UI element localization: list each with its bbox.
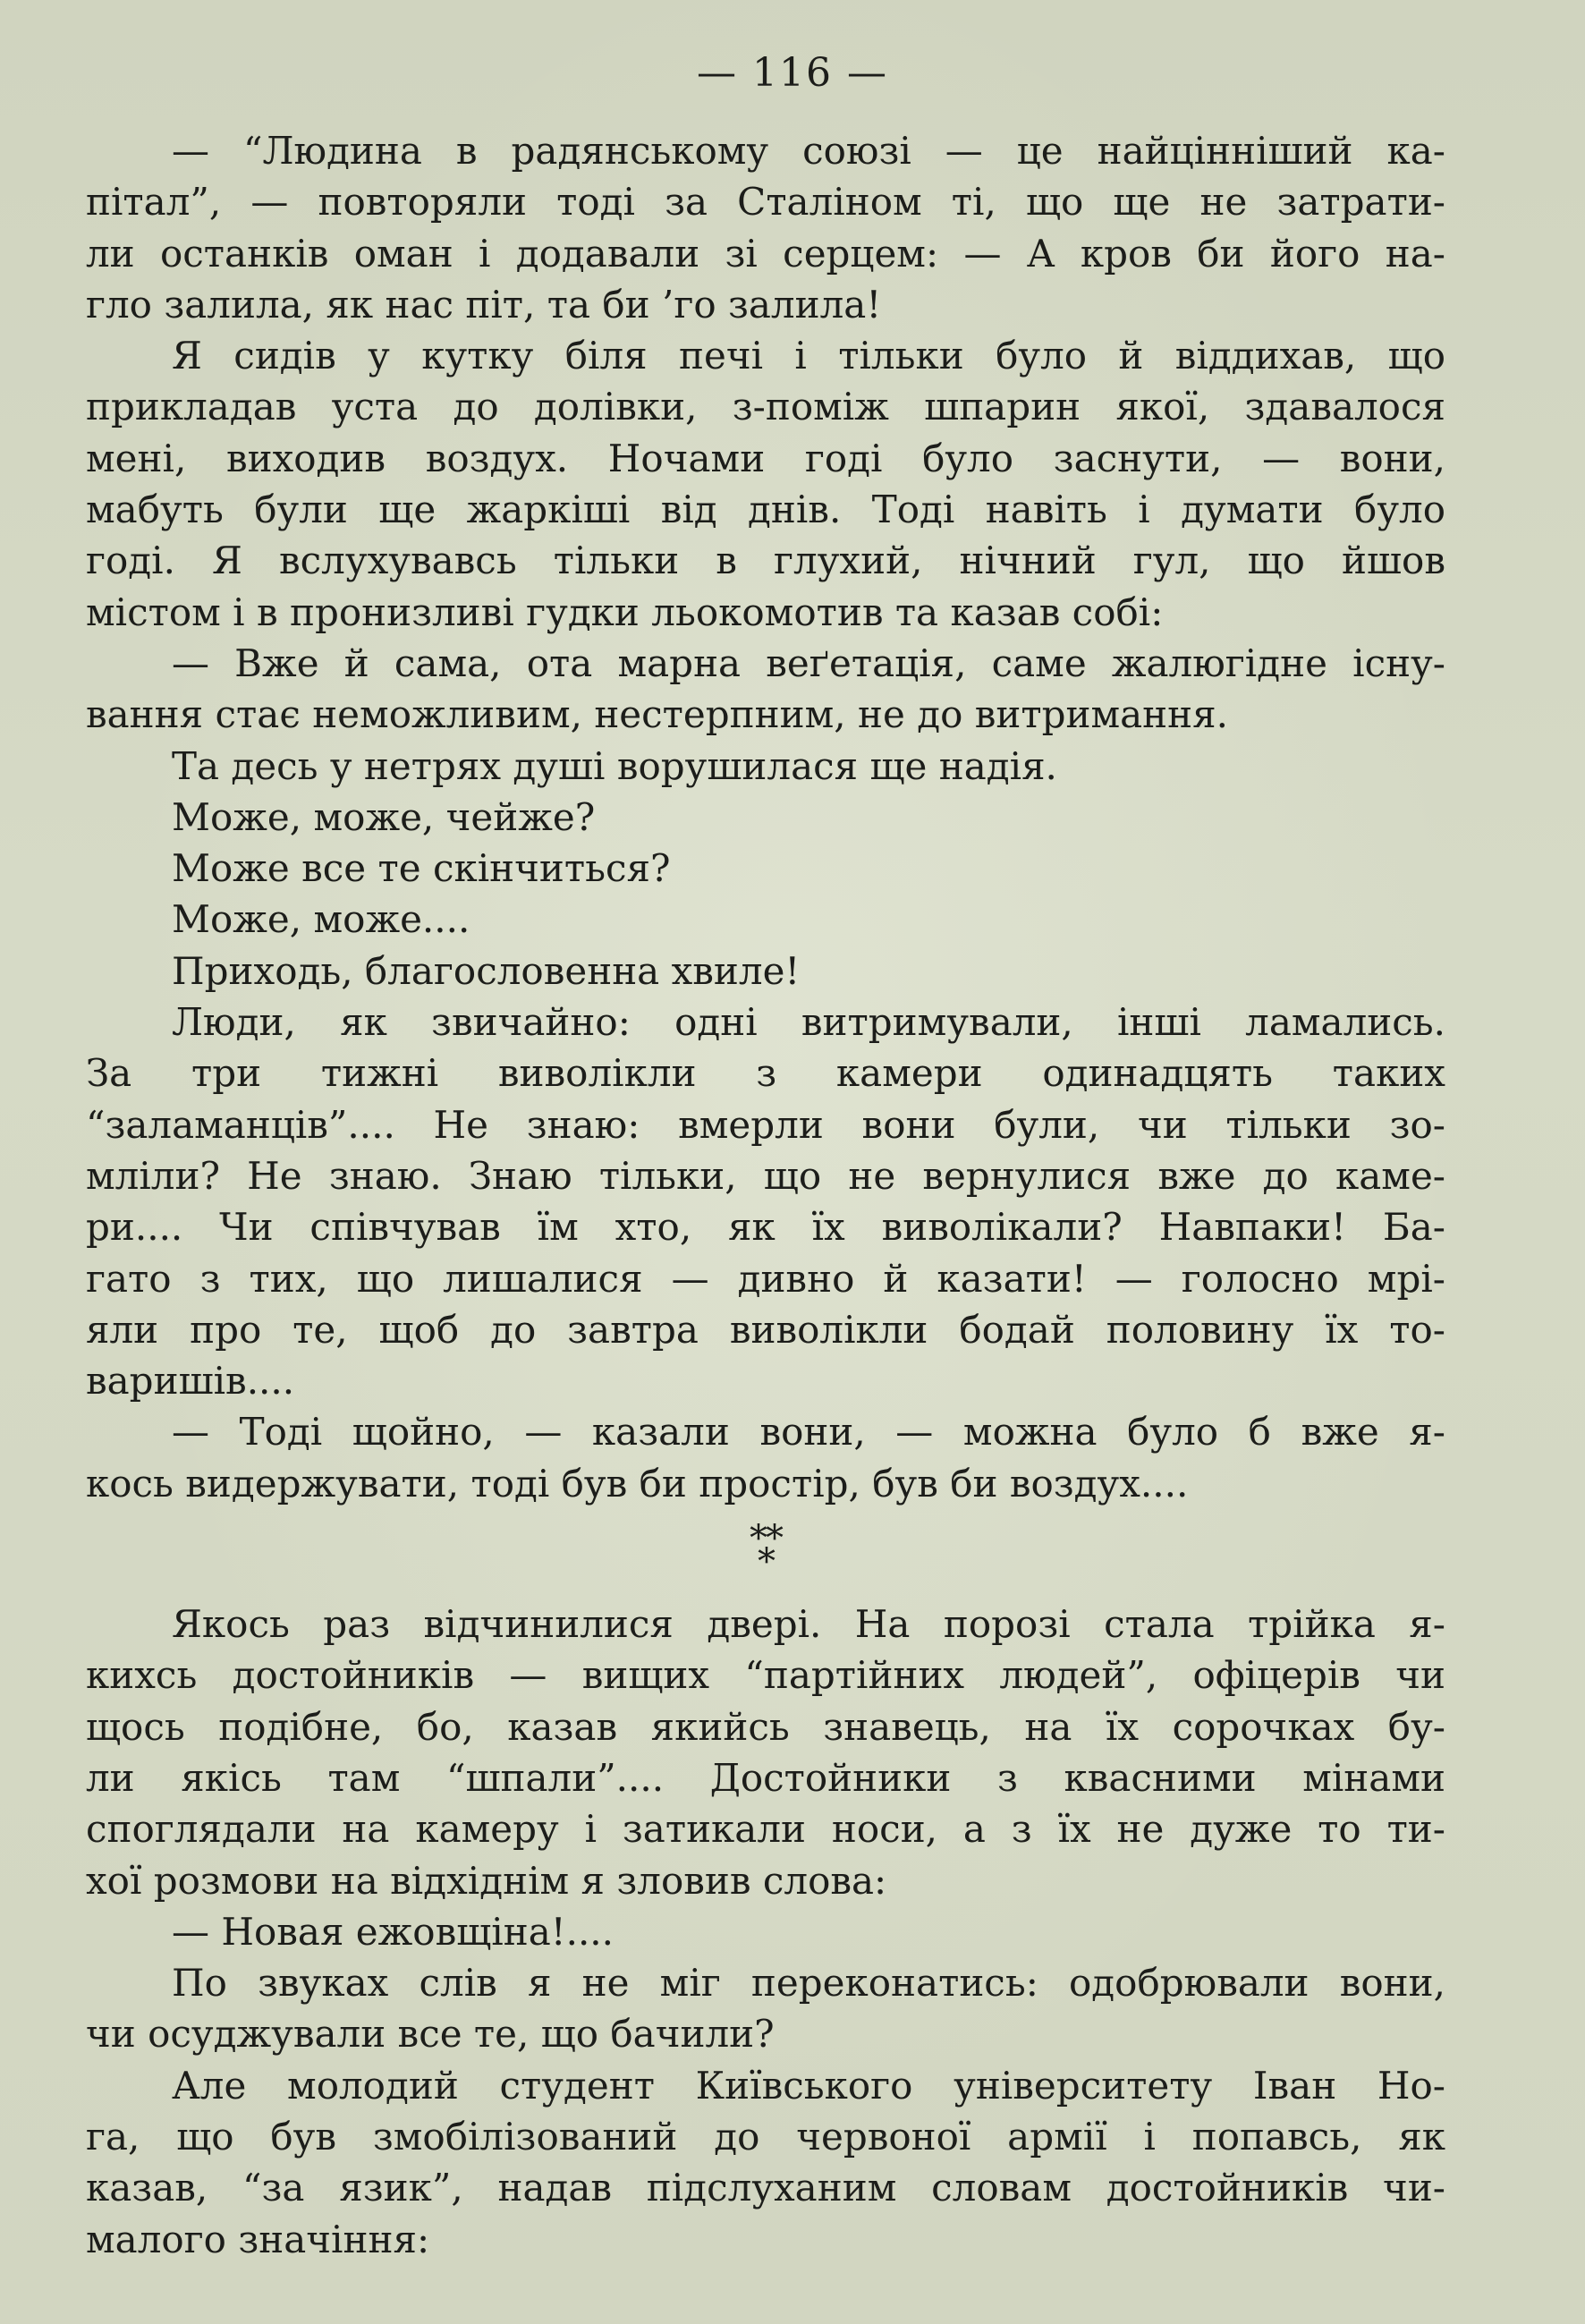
page-number: — 116 — — [697, 50, 888, 96]
text-line: — Вже й сама, ота марна веґетація, саме жалюгідне існу- — [172, 640, 1445, 685]
text-line: казав, “за язик”, надав підслуханим словам достойників чи- — [86, 2166, 1445, 2210]
text-line: мабуть були ще жаркіші від днів. Тоді навіть і думати було — [86, 488, 1445, 532]
text-line: чи осуджували все те, що бачили? — [86, 2012, 775, 2057]
paragraph — [86, 1599, 1445, 1906]
paragraph — [86, 741, 1445, 792]
paragraph — [86, 997, 1445, 1406]
text-line: містом і в пронизливі гудки льокомотив та казав собі: — [86, 589, 1164, 634]
paragraph — [86, 792, 1445, 843]
text-line: малого значіння: — [86, 2217, 430, 2261]
text-line: мліли? Не знаю. Знаю тільки, що не вернулися вже до каме- — [86, 1153, 1445, 1198]
section-separator — [86, 1509, 1445, 1599]
paragraph — [86, 1957, 1445, 2060]
text-line: га, що був змобілізований до червоної армії і попавсь, як — [86, 2114, 1445, 2159]
text-line: Приходь, благословенна хвиле! — [172, 948, 801, 993]
text-line: кихсь достойників — вищих “партійних людей”, офіцерів чи — [86, 1653, 1445, 1698]
paragraph — [86, 946, 1445, 997]
text-line: Може все те скінчиться? — [172, 846, 671, 891]
paragraph — [86, 125, 1445, 330]
text-line: ли останків оман і додавали зі серцем: — А кров би його на- — [86, 231, 1445, 276]
text-line: яли про те, щоб до завтра виволікли бодай половину їх то- — [86, 1307, 1445, 1352]
text-line: мені, виходив воздух. Ночами годі було заснути, — вони, — [86, 436, 1445, 480]
text-line: Та десь у нетрях душі ворушилася ще надія. — [172, 743, 1057, 788]
paragraph — [86, 894, 1445, 945]
text-line: ри.... Чи співчував їм хто, як їх виволікали? Навпаки! Ба- — [86, 1205, 1445, 1250]
paragraph — [86, 1406, 1445, 1509]
text-line: Але молодий студент Київського університету Іван Но- — [172, 2063, 1445, 2108]
text-line: пітал”, — повторяли тоді за Сталіном ті, що ще не затрати- — [86, 180, 1445, 225]
text-line: гато з тих, що лишалися — дивно й казати! — голосно мрі- — [86, 1256, 1445, 1301]
text-line: хої розмови на відхіднім я зловив слова: — [86, 1858, 887, 1903]
asterism: ** * — [750, 1518, 782, 1583]
paragraph — [86, 843, 1445, 894]
body-text — [86, 125, 1445, 2265]
text-line: По звуках слів я не міг переконатись: одобрювали вони, — [172, 1961, 1445, 2006]
text-line: ли якісь там “шпали”.... Достойники з квасними мінами — [86, 1755, 1445, 1800]
text-line: кось видержувати, тоді був би простір, був би воздух.... — [86, 1461, 1189, 1506]
text-line: Якось раз відчинилися двері. На порозі стала трійка я- — [172, 1602, 1445, 1647]
text-line: Люди, як звичайно: одні витримували, інші ламались. — [172, 1000, 1445, 1045]
text-line: Може, може, чейже? — [172, 794, 596, 839]
text-line: За три тижні виволікли з камери одинадцять таких — [86, 1051, 1445, 1096]
text-line: Я сидів у кутку біля печі і тільки було й віддихав, що — [172, 334, 1445, 378]
text-line: годі. Я вслухувавсь тільки в глухий, нічний гул, що йшов — [86, 539, 1445, 583]
text-line: варишів.... — [86, 1359, 295, 1404]
text-line: споглядали на камеру і затикали носи, а з їх не дуже то ти- — [86, 1807, 1445, 1852]
paragraph — [86, 2060, 1445, 2265]
text-line: гло залила, як нас піт, та би ’го залила! — [86, 282, 882, 327]
text-line: — Тоді щойно, — казали вони, — можна було б вже я- — [172, 1410, 1445, 1455]
text-line: “заламанців”.... Не знаю: вмерли вони були, чи тільки зо- — [86, 1102, 1445, 1147]
text-line: щось подібне, бо, казав якийсь знавець, на їх сорочках бу- — [86, 1704, 1445, 1749]
paragraph — [86, 1906, 1445, 1957]
paragraph — [86, 330, 1445, 638]
text-line: вання стає неможливим, нестерпним, не до витримання. — [86, 692, 1229, 737]
text-line: прикладав уста до долівки, з-поміж шпарин якої, здавалося — [86, 385, 1445, 429]
text-line: — Новая ежовщіна!.... — [172, 1909, 615, 1954]
text-line: — “Людина в радянському союзі — це найцінніший ка- — [172, 129, 1445, 173]
paragraph — [86, 638, 1445, 741]
text-line: Може, може.... — [172, 897, 470, 942]
